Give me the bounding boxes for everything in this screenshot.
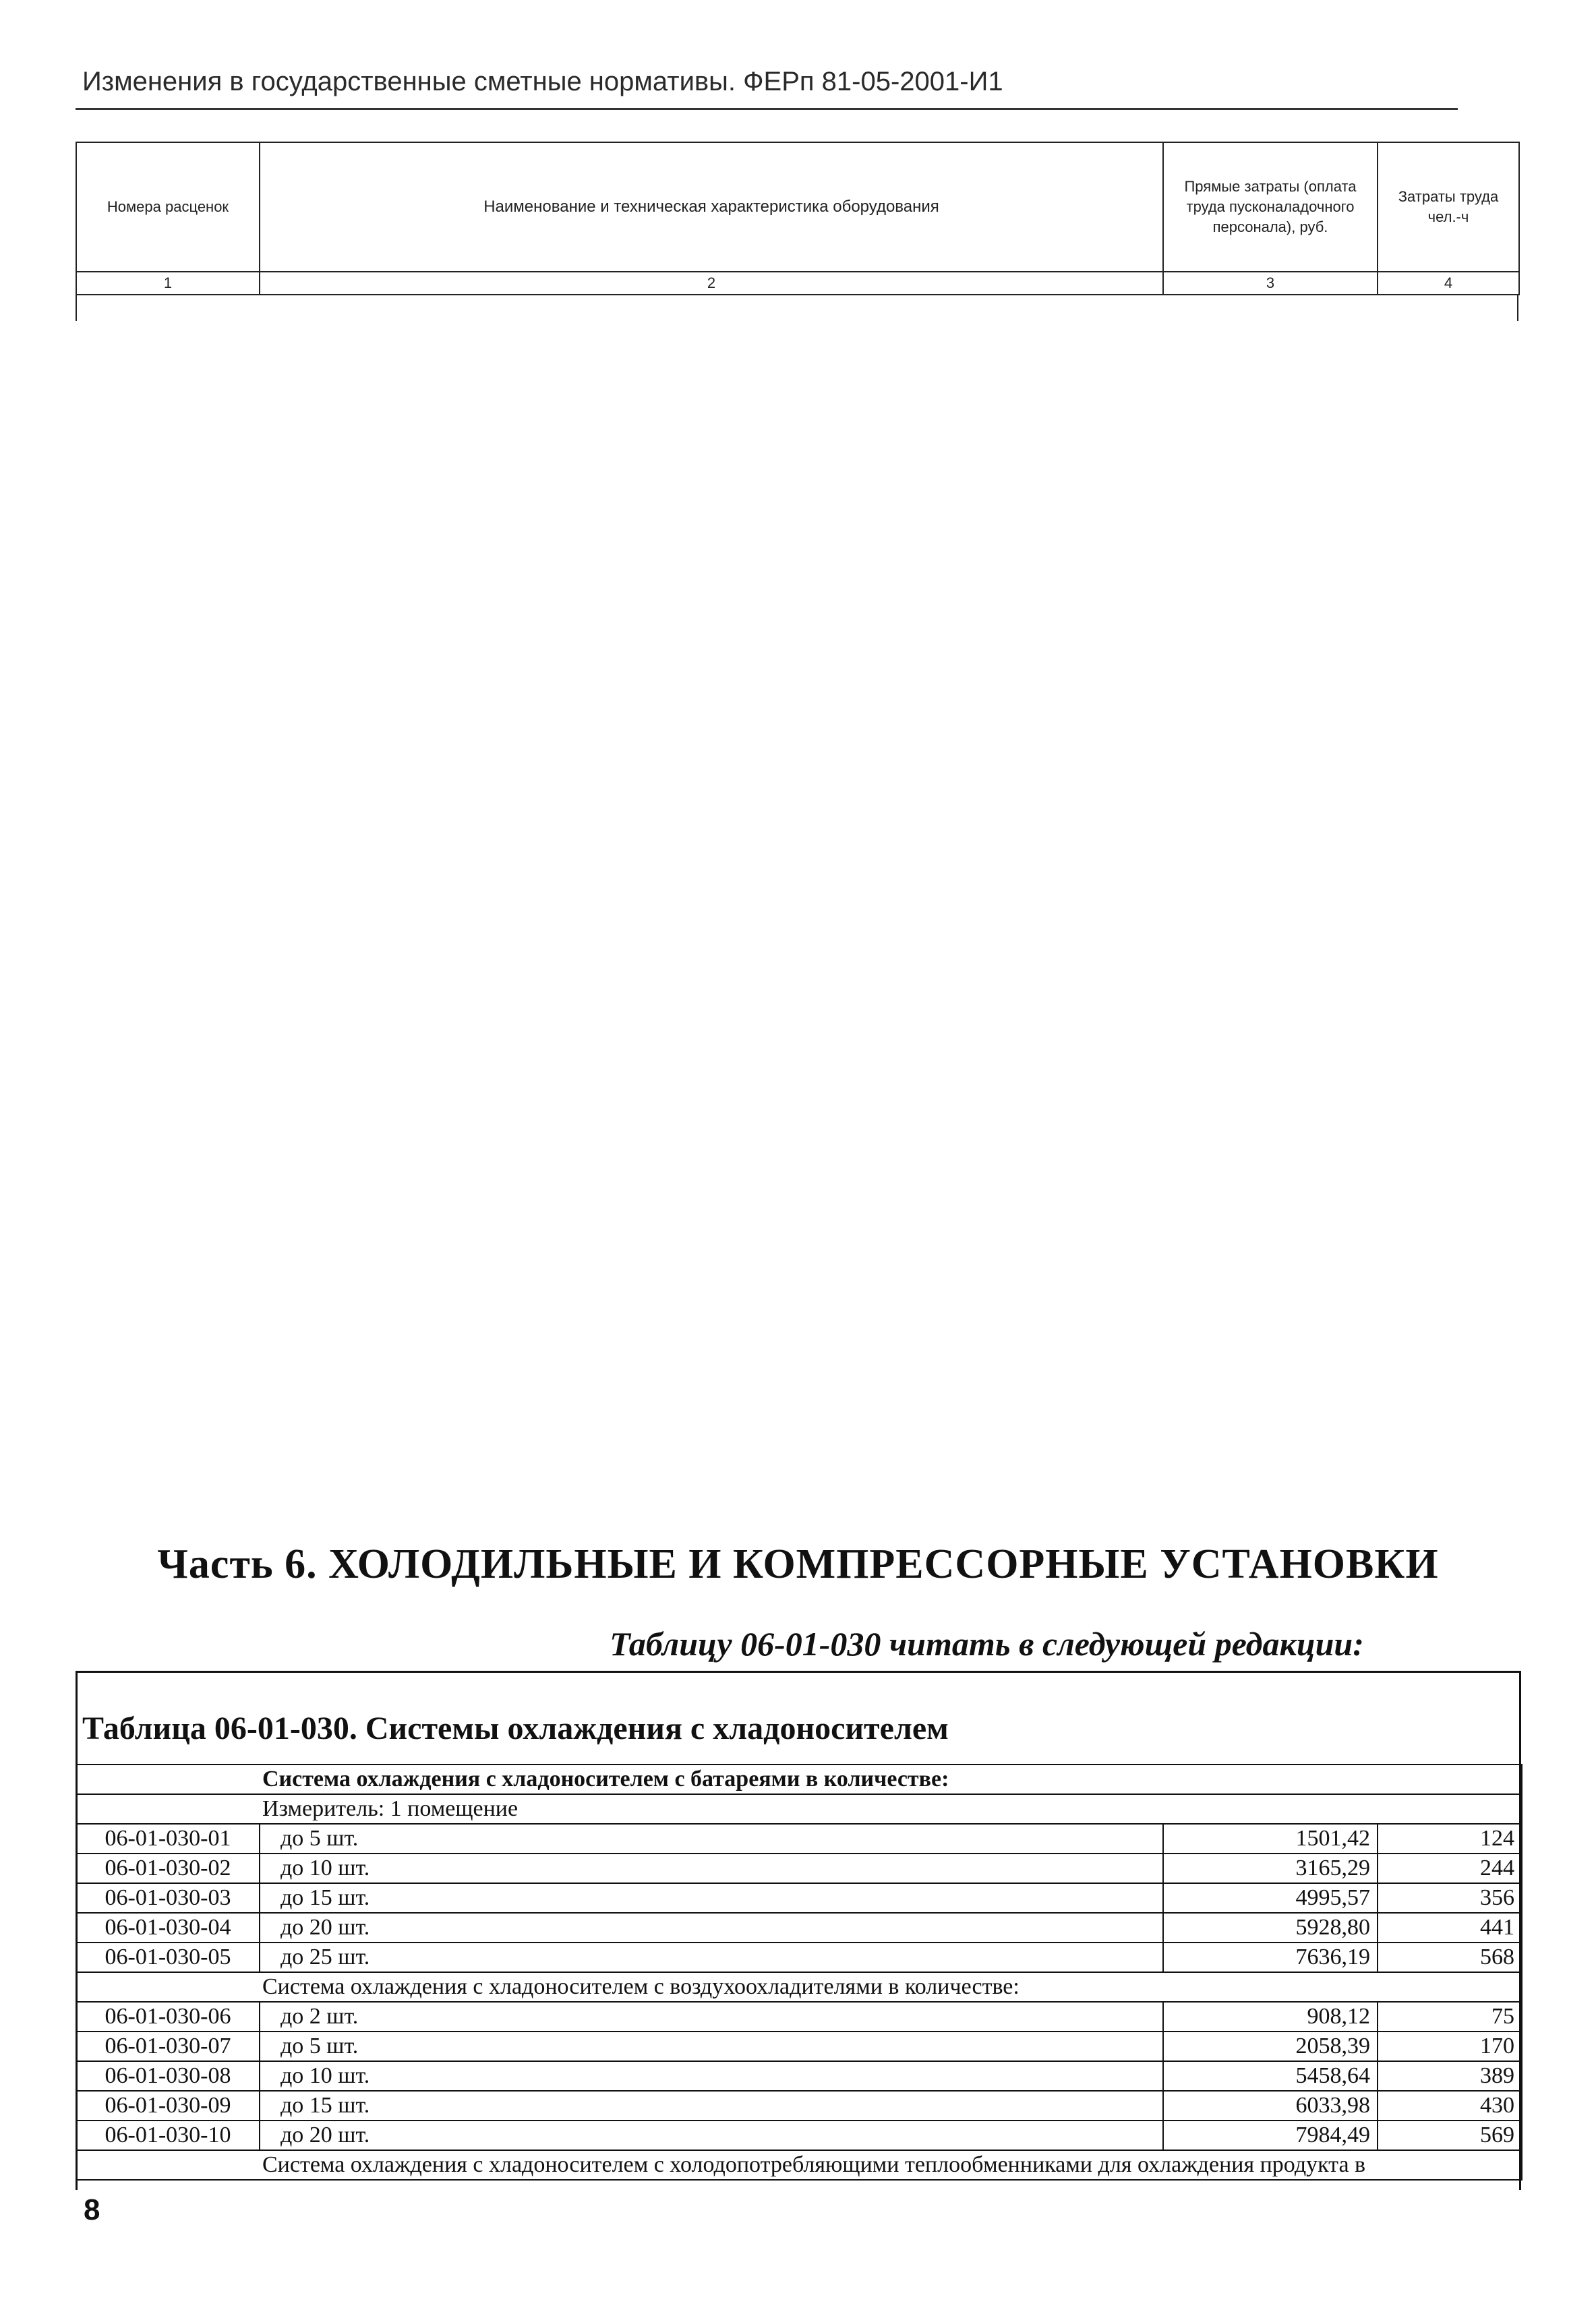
- column-number-3: 3: [1163, 272, 1378, 295]
- rate-cost: 7636,19: [1163, 1943, 1378, 1972]
- section-heading-row: [76, 1972, 1522, 2002]
- rate-code: 06-01-030-03: [76, 1883, 260, 1913]
- rate-code: 06-01-030-08: [76, 2061, 260, 2091]
- unit-row: [76, 1794, 1522, 1824]
- section-heading-row: [76, 2150, 1522, 2180]
- rate-cost: 1501,42: [1163, 1824, 1378, 1854]
- rate-cost: 4995,57: [1163, 1883, 1378, 1913]
- rate-labor: 75: [1378, 2002, 1522, 2032]
- header-table-left-tail: [76, 294, 77, 321]
- table-title: Таблица 06-01-030. Системы охлаждения с хладоносителем: [82, 1711, 949, 1746]
- column-number-4: 4: [1378, 272, 1519, 295]
- edition-note: Таблицу 06-01-030 читать в следующей редакции:: [610, 1625, 1364, 1663]
- rate-labor: 170: [1378, 2032, 1522, 2061]
- table-row: [76, 1913, 1522, 1943]
- rate-name: до 5 шт.: [260, 2032, 1163, 2061]
- rates-table: [76, 1764, 1523, 2181]
- table-row: [76, 1824, 1522, 1854]
- rate-cost: 7984,49: [1163, 2121, 1378, 2150]
- section-heading: Система охлаждения с хладоносителем с батареями в количестве:: [76, 1765, 1522, 1794]
- unit-label: Измеритель: 1 помещение: [76, 1794, 1522, 1824]
- rate-cost: 6033,98: [1163, 2091, 1378, 2121]
- rate-labor: 430: [1378, 2091, 1522, 2121]
- header-rule: [76, 108, 1458, 110]
- section-heading: Система охлаждения с хладоносителем с холодопотребляющими теплообменниками для охлаждения продукта в: [76, 2150, 1522, 2180]
- rate-name: до 5 шт.: [260, 1824, 1163, 1854]
- rate-cost: 908,12: [1163, 2002, 1378, 2032]
- rate-labor: 244: [1378, 1854, 1522, 1883]
- rate-cost: 5928,80: [1163, 1913, 1378, 1943]
- table-row: [76, 1883, 1522, 1913]
- column-header-codes: Номера расценок: [76, 142, 260, 272]
- column-number-1: 1: [76, 272, 260, 295]
- rate-code: 06-01-030-06: [76, 2002, 260, 2032]
- table-row: [76, 2061, 1522, 2091]
- rate-name: до 20 шт.: [260, 1913, 1163, 1943]
- rate-cost: 5458,64: [1163, 2061, 1378, 2091]
- rate-code: 06-01-030-01: [76, 1824, 260, 1854]
- rate-name: до 2 шт.: [260, 2002, 1163, 2032]
- rate-cost: 3165,29: [1163, 1854, 1378, 1883]
- rate-labor: 441: [1378, 1913, 1522, 1943]
- header-table-right-tail: [1517, 294, 1518, 321]
- rate-code: 06-01-030-04: [76, 1913, 260, 1943]
- rate-labor: 569: [1378, 2121, 1522, 2150]
- column-header-description: Наименование и техническая характеристика оборудования: [260, 142, 1163, 272]
- rate-code: 06-01-030-10: [76, 2121, 260, 2150]
- table-row: [76, 1943, 1522, 1972]
- column-header-direct-costs: Прямые затраты (оплата труда пусконаладочного персонала), руб.: [1163, 142, 1378, 272]
- rate-name: до 15 шт.: [260, 1883, 1163, 1913]
- rate-name: до 25 шт.: [260, 1943, 1163, 1972]
- rate-code: 06-01-030-09: [76, 2091, 260, 2121]
- part-title: Часть 6. ХОЛОДИЛЬНЫЕ И КОМПРЕССОРНЫЕ УСТАНОВКИ: [157, 1541, 1439, 1587]
- table-row: [76, 2121, 1522, 2150]
- rate-name: до 10 шт.: [260, 2061, 1163, 2091]
- table-row: [76, 1854, 1522, 1883]
- rate-labor: 568: [1378, 1943, 1522, 1972]
- table-row: [76, 2032, 1522, 2061]
- column-number-2: 2: [260, 272, 1163, 295]
- section-heading: Система охлаждения с хладоносителем с воздухоохладителями в количестве:: [76, 1972, 1522, 2002]
- rate-name: до 15 шт.: [260, 2091, 1163, 2121]
- rate-name: до 20 шт.: [260, 2121, 1163, 2150]
- column-header-labor: Затраты труда чел.-ч: [1378, 142, 1519, 272]
- rate-code: 06-01-030-02: [76, 1854, 260, 1883]
- table-row: [76, 2091, 1522, 2121]
- page-number: 8: [84, 2193, 100, 2226]
- running-header: Изменения в государственные сметные нормативы. ФЕРп 81-05-2001-И1: [82, 67, 1003, 96]
- section-heading-row: [76, 1765, 1522, 1794]
- table-row: [76, 2002, 1522, 2032]
- column-header-table: [76, 142, 1520, 295]
- rate-name: до 10 шт.: [260, 1854, 1163, 1883]
- rate-code: 06-01-030-07: [76, 2032, 260, 2061]
- rate-labor: 389: [1378, 2061, 1522, 2091]
- rate-cost: 2058,39: [1163, 2032, 1378, 2061]
- rate-code: 06-01-030-05: [76, 1943, 260, 1972]
- rate-labor: 356: [1378, 1883, 1522, 1913]
- rate-labor: 124: [1378, 1824, 1522, 1854]
